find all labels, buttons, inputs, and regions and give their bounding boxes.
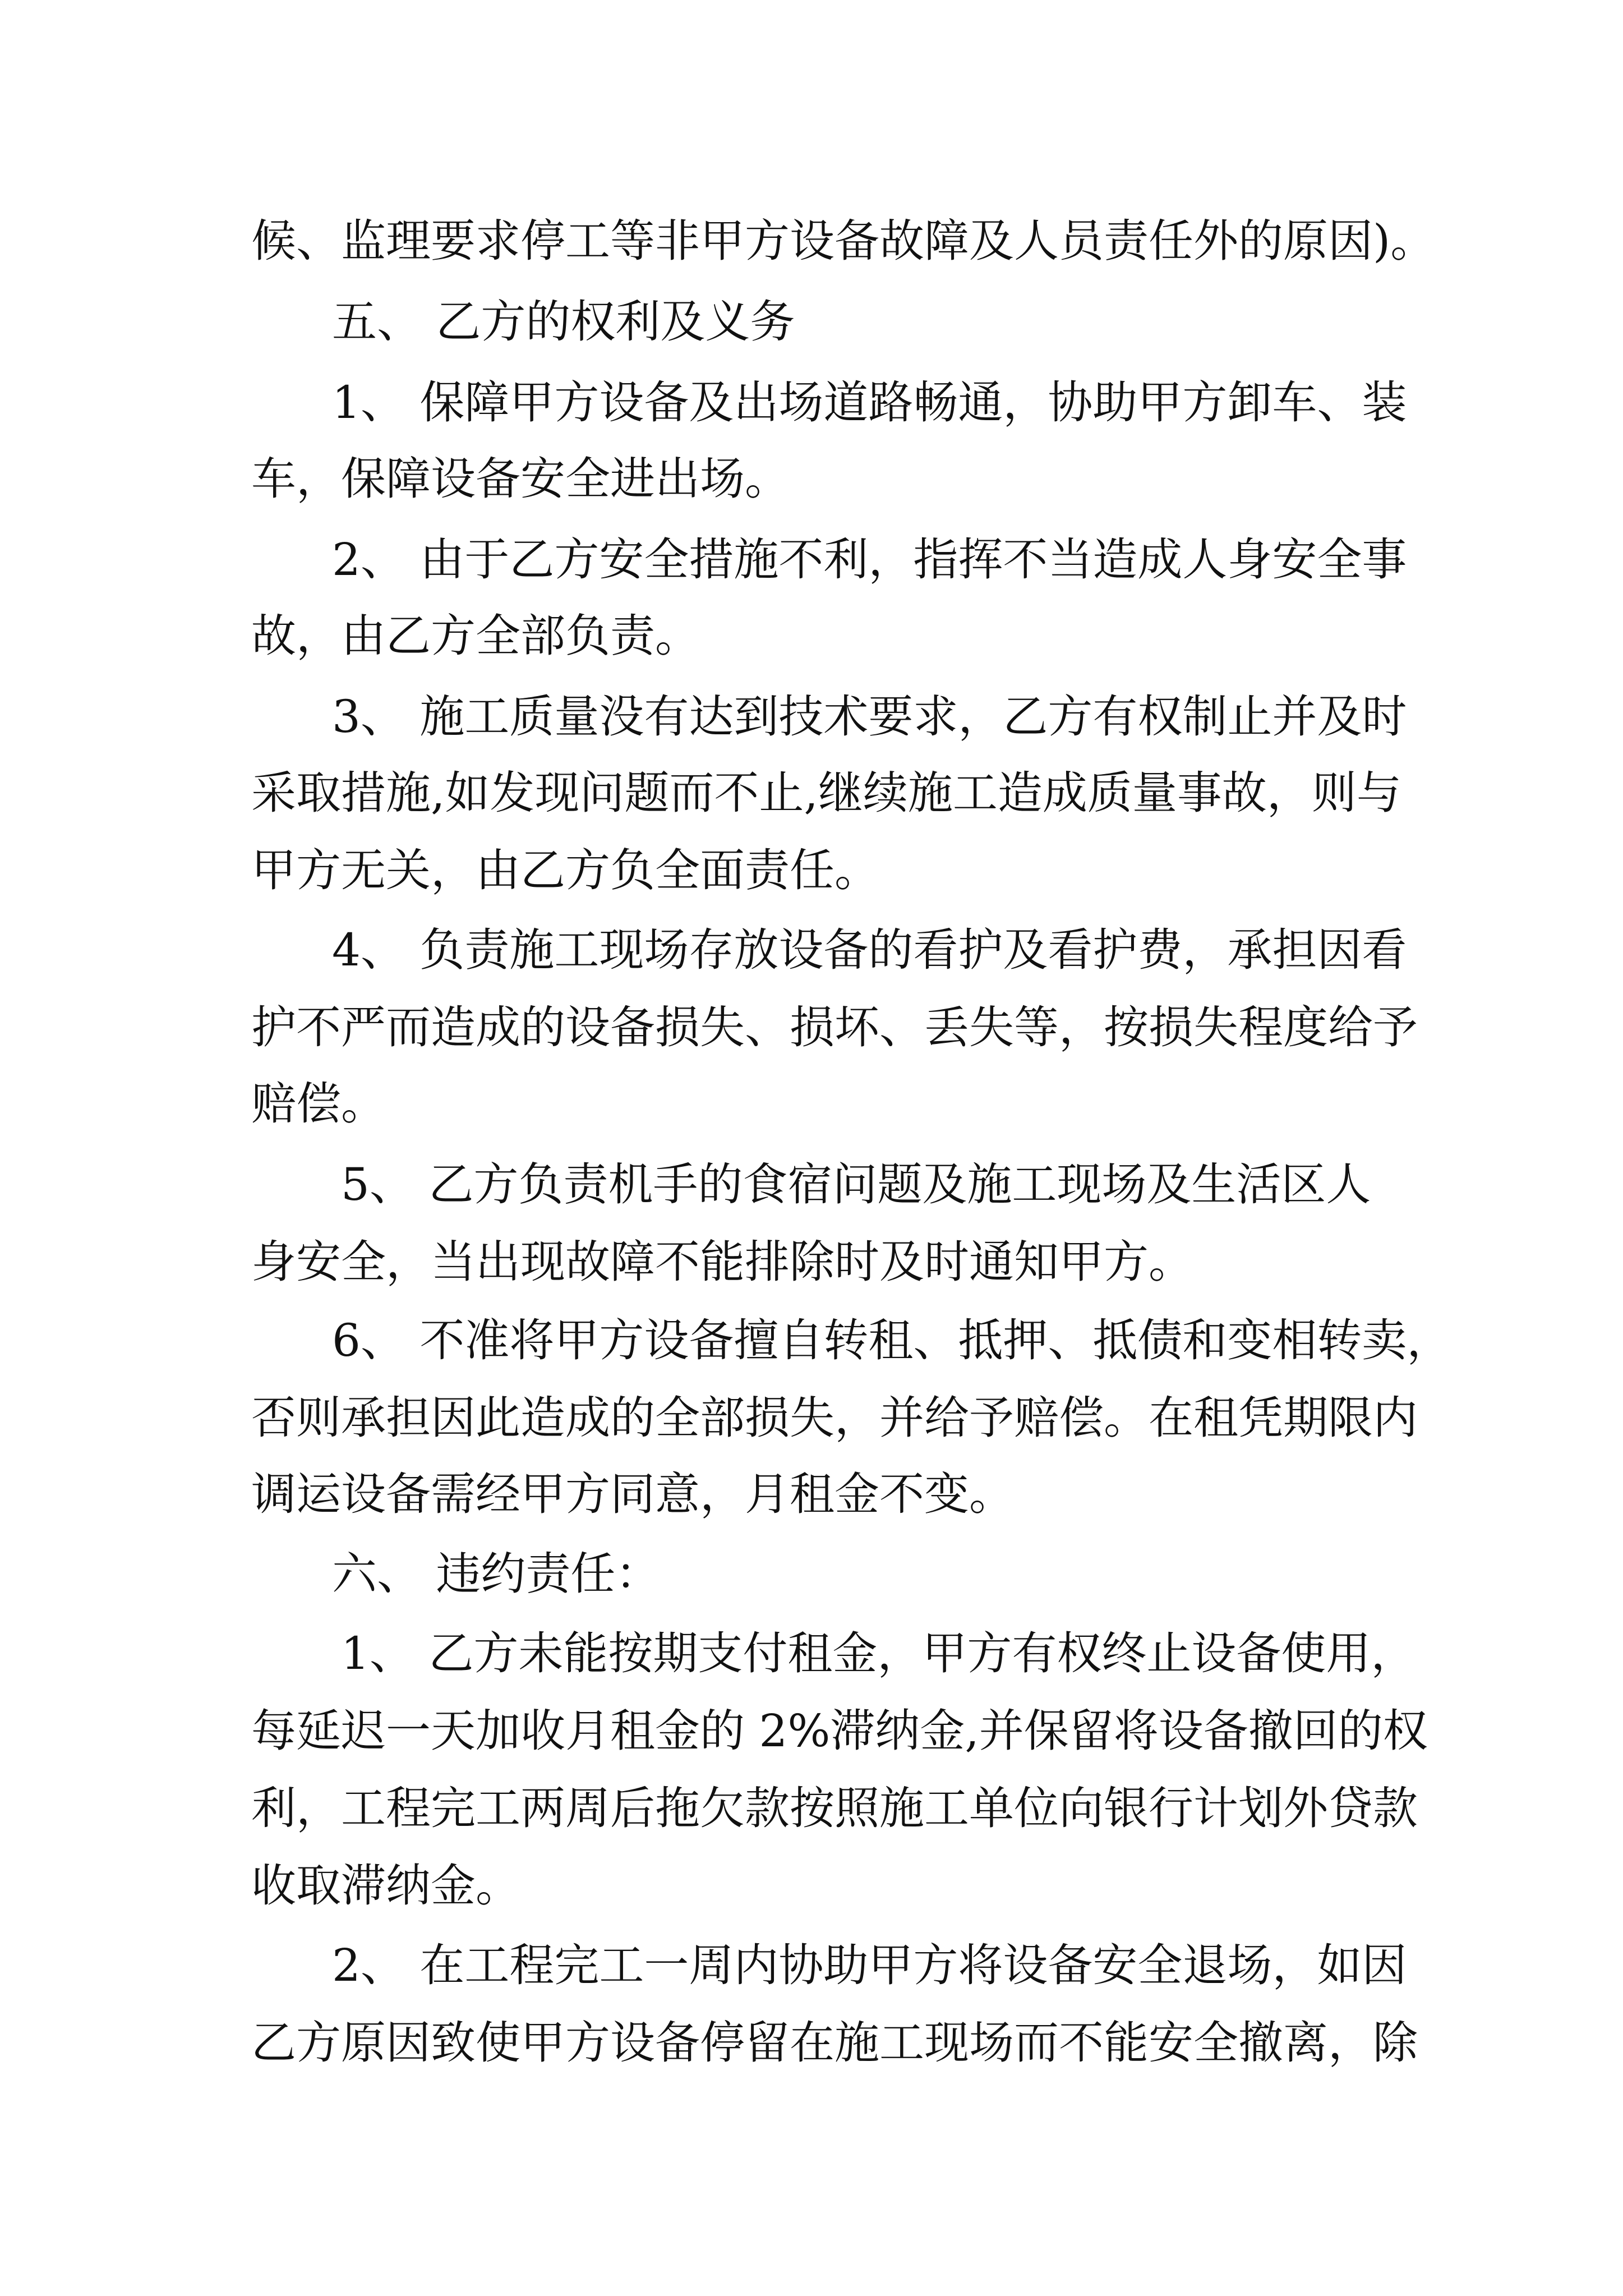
text-line-17: 调运设备需经甲方同意，月租金不变。: [251, 1468, 1014, 1520]
text-line-23: 2、 在工程完工一周内协助甲方将设备安全退场，如因: [332, 1939, 1407, 1991]
text-line-5: 2、 由于乙方安全措施不利，指挥不当造成人身安全事: [332, 533, 1407, 586]
text-line-9: 甲方无关，由乙方负全面责任。: [251, 844, 879, 896]
text-line-10: 4、 负责施工现场存放设备的看护及看护费，承担因看: [332, 924, 1407, 976]
text-line-12: 赔偿。: [251, 1078, 386, 1130]
section-heading-6: 六、 违约责任：: [332, 1548, 661, 1600]
text-line-14: 身安全，当出现故障不能排除时及时通知甲方。: [251, 1236, 1193, 1288]
text-line-20: 每延迟一天加收月租金的 2%滞纳金,并保留将设备撤回的权: [251, 1705, 1428, 1757]
section-heading-5: 五、 乙方的权利及义务: [332, 296, 795, 348]
text-line-1: 候、监理要求停工等非甲方设备故障及人员责任外的原因)。: [251, 215, 1436, 267]
text-line-15: 6、 不准将甲方设备擅自转租、抵押、抵债和变相转卖，: [332, 1314, 1452, 1366]
text-line-22: 收取滞纳金。: [251, 1860, 520, 1912]
text-line-16: 否则承担因此造成的全部损失，并给予赔偿。在租凭期限内: [251, 1392, 1418, 1444]
text-line-6: 故，由乙方全部负责。: [251, 610, 700, 662]
text-line-7: 3、 施工质量没有达到技术要求，乙方有权制止并及时: [332, 691, 1407, 743]
text-line-11: 护不严而造成的设备损失、损坏、丢失等，按损失程度给予: [251, 1001, 1418, 1053]
text-line-21: 利，工程完工两周后拖欠款按照施工单位向银行计划外贷款: [251, 1782, 1418, 1834]
text-line-13: 5、 乙方负责机手的食宿问题及施工现场及生活区人: [341, 1158, 1371, 1211]
text-line-3: 1、 保障甲方设备及出场道路畅通，协助甲方卸车、装: [332, 376, 1407, 429]
text-line-4: 车，保障设备安全进出场。: [251, 453, 790, 505]
text-line-24: 乙方原因致使甲方设备停留在施工现场而不能安全撤离，除: [251, 2017, 1418, 2069]
text-line-8: 采取措施,如发现问题而不止,继续施工造成质量事故，则与: [251, 767, 1401, 819]
text-line-19: 1、 乙方未能按期支付租金，甲方有权终止设备使用，: [341, 1627, 1416, 1680]
